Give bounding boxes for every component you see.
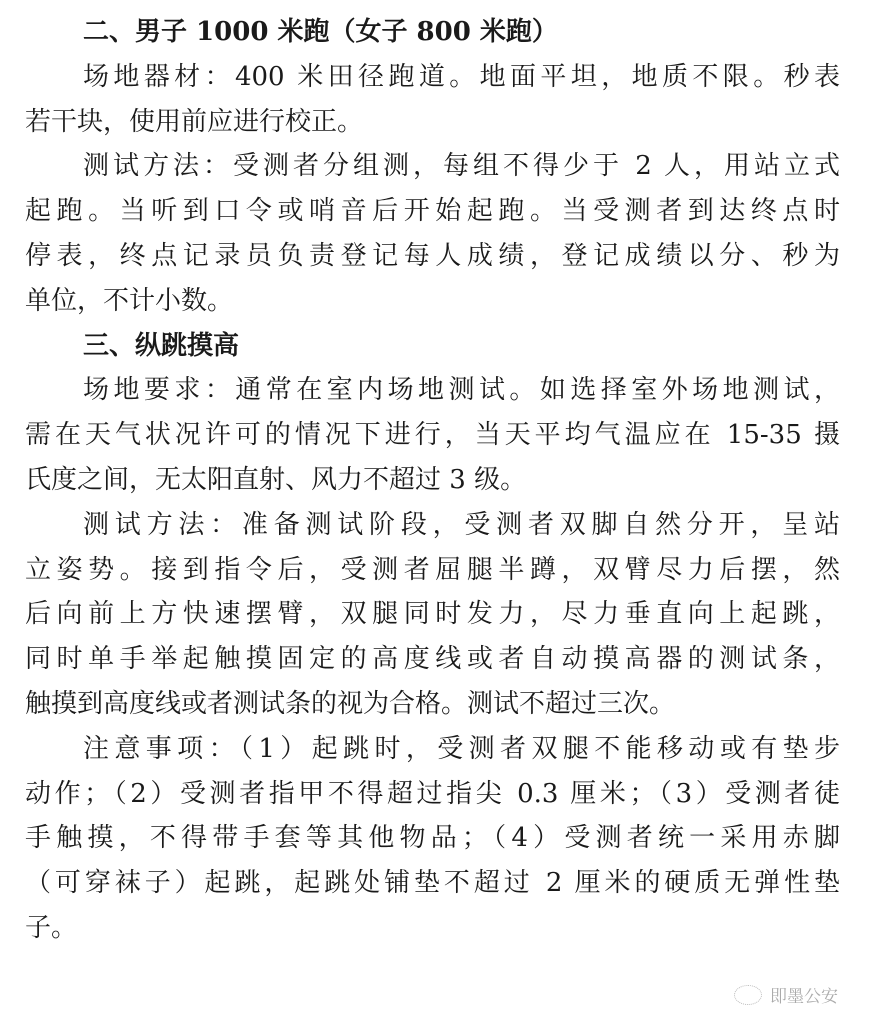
text-line: 立姿势。接到指令后，受测者屈腿半蹲，双臂尽力后摆，然 (25, 554, 840, 585)
section-heading: 二、男子 1000 米跑（女子 800 米跑） (83, 17, 558, 47)
text-line: 停表，终点记录员负责登记每人成绩，登记成绩以分、秒为 (25, 240, 840, 271)
text-line: 同时单手举起触摸固定的高度线或者自动摸高器的测试条， (25, 644, 840, 675)
text-line: 场地器材：400 米田径跑道。地面平坦，地质不限。秒表 (83, 61, 840, 92)
text-line: 测试方法：受测者分组测，每组不得少于 2 人，用站立式 (83, 151, 840, 182)
text-line: 需在天气状况许可的情况下进行，当天平均气温应在 15-35 摄 (25, 420, 840, 451)
text-line: 手触摸，不得带手套等其他物品；（4）受测者统一采用赤脚 (25, 823, 840, 854)
section-heading: 三、纵跳摸高 (83, 330, 240, 361)
text-line: 场地要求：通常在室内场地测试。如选择室外场地测试， (83, 375, 840, 406)
watermark-text: 即墨公安 (770, 987, 838, 1007)
document-body (25, 10, 840, 951)
text-line: 氏度之间，无太阳直射、风力不超过 3 级。 (25, 464, 527, 495)
text-line: 起跑。当听到口令或哨音后开始起跑。当受测者到达终点时 (25, 196, 840, 227)
text-line: 注意事项：（1）起跳时，受测者双腿不能移动或有垫步 (83, 733, 840, 764)
text-line: 测试方法：准备测试阶段，受测者双脚自然分开，呈站 (83, 509, 840, 540)
text-line: （可穿袜子）起跳，起跳处铺垫不超过 2 厘米的硬质无弹性垫 (25, 868, 840, 899)
text-line: 单位，不计小数。 (25, 285, 234, 316)
text-line: 若干块，使用前应进行校正。 (25, 106, 364, 137)
text-line: 触摸到高度线或者测试条的视为合格。测试不超过三次。 (25, 688, 676, 719)
text-line: 子。 (25, 912, 78, 943)
wechat-icon (734, 985, 762, 1005)
text-line: 后向前上方快速摆臂，双腿同时发力，尽力垂直向上起跳， (25, 599, 840, 630)
text-line: 动作；（2）受测者指甲不得超过指尖 0.3 厘米；（3）受测者徒 (25, 778, 840, 809)
watermark (734, 982, 838, 1007)
